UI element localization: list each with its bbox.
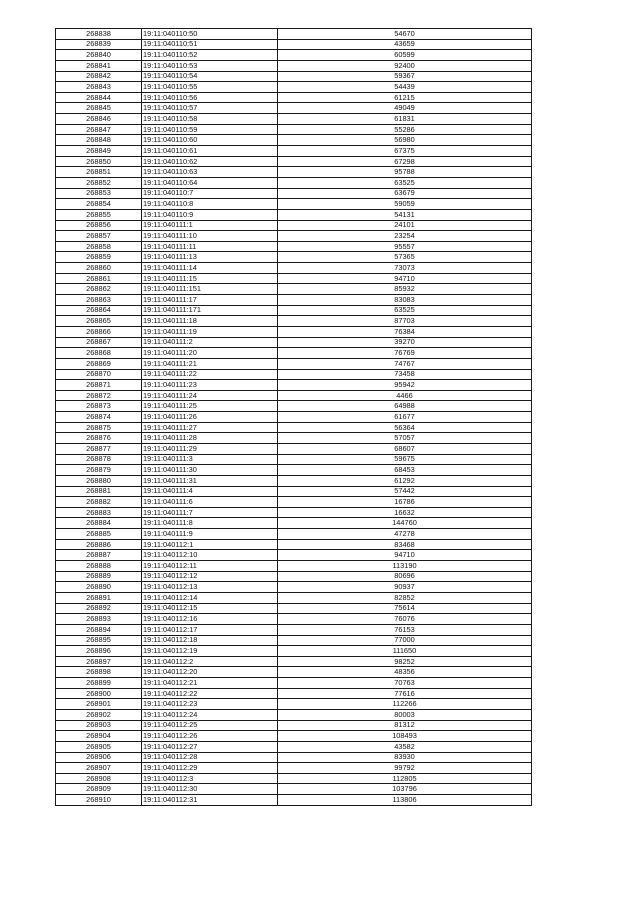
value-cell: 77616 <box>278 688 532 699</box>
cadastral-number-cell: 19:11:040111:2 <box>142 337 278 348</box>
cadastral-number-cell: 19:11:040111:13 <box>142 252 278 263</box>
row-id-cell: 268859 <box>56 252 142 263</box>
value-cell: 82852 <box>278 592 532 603</box>
cadastral-number-cell: 19:11:040112:12 <box>142 571 278 582</box>
row-id-cell: 268870 <box>56 369 142 380</box>
table-row <box>56 454 532 465</box>
row-id-cell: 268876 <box>56 433 142 444</box>
value-cell: 81312 <box>278 720 532 731</box>
table-row <box>56 273 532 284</box>
row-id-cell: 268898 <box>56 667 142 678</box>
value-cell: 57442 <box>278 486 532 497</box>
cadastral-number-cell: 19:11:040112:23 <box>142 699 278 710</box>
row-id-cell: 268908 <box>56 773 142 784</box>
row-id-cell: 268886 <box>56 539 142 550</box>
value-cell: 54131 <box>278 209 532 220</box>
table-row <box>56 241 532 252</box>
value-cell: 56980 <box>278 135 532 146</box>
table-row <box>56 305 532 316</box>
value-cell: 113190 <box>278 561 532 572</box>
table-row <box>56 71 532 82</box>
cadastral-number-cell: 19:11:040112:24 <box>142 710 278 721</box>
value-cell: 54670 <box>278 29 532 40</box>
cadastral-number-cell: 19:11:040110:53 <box>142 60 278 71</box>
row-id-cell: 268906 <box>56 752 142 763</box>
value-cell: 108493 <box>278 731 532 742</box>
row-id-cell: 268842 <box>56 71 142 82</box>
row-id-cell: 268851 <box>56 167 142 178</box>
cadastral-number-cell: 19:11:040111:14 <box>142 263 278 274</box>
value-cell: 95942 <box>278 380 532 391</box>
table-row <box>56 177 532 188</box>
row-id-cell: 268900 <box>56 688 142 699</box>
value-cell: 56364 <box>278 422 532 433</box>
value-cell: 68453 <box>278 465 532 476</box>
row-id-cell: 268899 <box>56 678 142 689</box>
cadastral-number-cell: 19:11:040112:31 <box>142 795 278 806</box>
cadastral-number-cell: 19:11:040111:8 <box>142 518 278 529</box>
value-cell: 48356 <box>278 667 532 678</box>
cadastral-number-cell: 19:11:040112:29 <box>142 763 278 774</box>
table-row <box>56 231 532 242</box>
cadastral-number-cell: 19:11:040111:31 <box>142 475 278 486</box>
cadastral-number-cell: 19:11:040110:62 <box>142 156 278 167</box>
cadastral-number-cell: 19:11:040112:19 <box>142 646 278 657</box>
cadastral-number-cell: 19:11:040110:8 <box>142 199 278 210</box>
row-id-cell: 268890 <box>56 582 142 593</box>
row-id-cell: 268852 <box>56 177 142 188</box>
table-row <box>56 103 532 114</box>
row-id-cell: 268909 <box>56 784 142 795</box>
cadastral-number-cell: 19:11:040112:2 <box>142 656 278 667</box>
value-cell: 144760 <box>278 518 532 529</box>
value-cell: 49049 <box>278 103 532 114</box>
table-row <box>56 731 532 742</box>
value-cell: 59675 <box>278 454 532 465</box>
table-row <box>56 326 532 337</box>
table-row <box>56 369 532 380</box>
value-cell: 63525 <box>278 177 532 188</box>
cadastral-number-cell: 19:11:040111:22 <box>142 369 278 380</box>
cadastral-number-cell: 19:11:040111:4 <box>142 486 278 497</box>
value-cell: 16786 <box>278 497 532 508</box>
cadastral-number-cell: 19:11:040110:52 <box>142 50 278 61</box>
value-cell: 92400 <box>278 60 532 71</box>
table-row <box>56 592 532 603</box>
value-cell: 80696 <box>278 571 532 582</box>
value-cell: 67375 <box>278 146 532 157</box>
cadastral-number-cell: 19:11:040111:151 <box>142 284 278 295</box>
table-row <box>56 688 532 699</box>
table-body <box>56 29 532 806</box>
table-row <box>56 135 532 146</box>
value-cell: 112266 <box>278 699 532 710</box>
row-id-cell: 268889 <box>56 571 142 582</box>
value-cell: 76769 <box>278 348 532 359</box>
row-id-cell: 268864 <box>56 305 142 316</box>
cadastral-number-cell: 19:11:040110:60 <box>142 135 278 146</box>
value-cell: 70763 <box>278 678 532 689</box>
value-cell: 77000 <box>278 635 532 646</box>
cadastral-number-cell: 19:11:040111:171 <box>142 305 278 316</box>
cadastral-number-cell: 19:11:040112:10 <box>142 550 278 561</box>
row-id-cell: 268866 <box>56 326 142 337</box>
value-cell: 61215 <box>278 92 532 103</box>
row-id-cell: 268855 <box>56 209 142 220</box>
table-row <box>56 284 532 295</box>
table-row <box>56 380 532 391</box>
value-cell: 23254 <box>278 231 532 242</box>
row-id-cell: 268865 <box>56 316 142 327</box>
value-cell: 95557 <box>278 241 532 252</box>
cadastral-number-cell: 19:11:040110:59 <box>142 124 278 135</box>
table-row <box>56 412 532 423</box>
table-row <box>56 539 532 550</box>
row-id-cell: 268843 <box>56 82 142 93</box>
cadastral-number-cell: 19:11:040112:1 <box>142 539 278 550</box>
table-row <box>56 518 532 529</box>
cadastral-number-cell: 19:11:040112:22 <box>142 688 278 699</box>
row-id-cell: 268895 <box>56 635 142 646</box>
table-row <box>56 443 532 454</box>
row-id-cell: 268858 <box>56 241 142 252</box>
cadastral-number-cell: 19:11:040110:57 <box>142 103 278 114</box>
value-cell: 64988 <box>278 401 532 412</box>
cadastral-number-cell: 19:11:040111:6 <box>142 497 278 508</box>
value-cell: 99792 <box>278 763 532 774</box>
row-id-cell: 268839 <box>56 39 142 50</box>
cadastral-number-cell: 19:11:040110:50 <box>142 29 278 40</box>
row-id-cell: 268846 <box>56 114 142 125</box>
row-id-cell: 268887 <box>56 550 142 561</box>
table-row <box>56 422 532 433</box>
table-row <box>56 465 532 476</box>
cadastral-number-cell: 19:11:040110:9 <box>142 209 278 220</box>
table-row <box>56 667 532 678</box>
value-cell: 39270 <box>278 337 532 348</box>
table-row <box>56 603 532 614</box>
value-cell: 94710 <box>278 550 532 561</box>
cadastral-number-cell: 19:11:040111:25 <box>142 401 278 412</box>
table-row <box>56 678 532 689</box>
cadastral-number-cell: 19:11:040110:7 <box>142 188 278 199</box>
value-cell: 83930 <box>278 752 532 763</box>
row-id-cell: 268856 <box>56 220 142 231</box>
cadastral-number-cell: 19:11:040111:18 <box>142 316 278 327</box>
table-row <box>56 635 532 646</box>
value-cell: 83083 <box>278 295 532 306</box>
row-id-cell: 268847 <box>56 124 142 135</box>
value-cell: 4466 <box>278 390 532 401</box>
row-id-cell: 268860 <box>56 263 142 274</box>
value-cell: 68607 <box>278 443 532 454</box>
row-id-cell: 268881 <box>56 486 142 497</box>
table-row <box>56 741 532 752</box>
table-row <box>56 82 532 93</box>
row-id-cell: 268878 <box>56 454 142 465</box>
table-row <box>56 699 532 710</box>
row-id-cell: 268844 <box>56 92 142 103</box>
table-row <box>56 475 532 486</box>
table-row <box>56 114 532 125</box>
value-cell: 73073 <box>278 263 532 274</box>
table-row <box>56 571 532 582</box>
value-cell: 67298 <box>278 156 532 167</box>
value-cell: 83468 <box>278 539 532 550</box>
cadastral-number-cell: 19:11:040110:58 <box>142 114 278 125</box>
table-row <box>56 199 532 210</box>
table-row <box>56 614 532 625</box>
row-id-cell: 268905 <box>56 741 142 752</box>
table-row <box>56 146 532 157</box>
row-id-cell: 268854 <box>56 199 142 210</box>
row-id-cell: 268888 <box>56 561 142 572</box>
table-row <box>56 433 532 444</box>
table-row <box>56 209 532 220</box>
cadastral-number-cell: 19:11:040110:64 <box>142 177 278 188</box>
value-cell: 113806 <box>278 795 532 806</box>
cadastral-number-cell: 19:11:040111:1 <box>142 220 278 231</box>
value-cell: 24101 <box>278 220 532 231</box>
cadastral-number-cell: 19:11:040112:3 <box>142 773 278 784</box>
value-cell: 87703 <box>278 316 532 327</box>
value-cell: 47278 <box>278 529 532 540</box>
row-id-cell: 268849 <box>56 146 142 157</box>
row-id-cell: 268882 <box>56 497 142 508</box>
cadastral-number-cell: 19:11:040112:20 <box>142 667 278 678</box>
table-row <box>56 188 532 199</box>
table-row <box>56 390 532 401</box>
value-cell: 111650 <box>278 646 532 657</box>
value-cell: 112805 <box>278 773 532 784</box>
row-id-cell: 268861 <box>56 273 142 284</box>
cadastral-number-cell: 19:11:040110:61 <box>142 146 278 157</box>
value-cell: 61292 <box>278 475 532 486</box>
table-row <box>56 497 532 508</box>
cadastral-number-cell: 19:11:040110:56 <box>142 92 278 103</box>
value-cell: 59367 <box>278 71 532 82</box>
row-id-cell: 268903 <box>56 720 142 731</box>
value-cell: 76384 <box>278 326 532 337</box>
value-cell: 94710 <box>278 273 532 284</box>
table-row <box>56 29 532 40</box>
cadastral-number-cell: 19:11:040111:7 <box>142 507 278 518</box>
value-cell: 75614 <box>278 603 532 614</box>
cadastral-number-cell: 19:11:040112:13 <box>142 582 278 593</box>
row-id-cell: 268875 <box>56 422 142 433</box>
cadastral-number-cell: 19:11:040112:18 <box>142 635 278 646</box>
row-id-cell: 268845 <box>56 103 142 114</box>
table-row <box>56 60 532 71</box>
cadastral-number-cell: 19:11:040111:26 <box>142 412 278 423</box>
row-id-cell: 268904 <box>56 731 142 742</box>
row-id-cell: 268872 <box>56 390 142 401</box>
cadastral-number-cell: 19:11:040110:51 <box>142 39 278 50</box>
table-row <box>56 529 532 540</box>
value-cell: 76076 <box>278 614 532 625</box>
cadastral-number-cell: 19:11:040111:30 <box>142 465 278 476</box>
table-row <box>56 124 532 135</box>
cadastral-number-cell: 19:11:040111:19 <box>142 326 278 337</box>
cadastral-number-cell: 19:11:040111:21 <box>142 358 278 369</box>
table-row <box>56 358 532 369</box>
table-row <box>56 710 532 721</box>
value-cell: 61831 <box>278 114 532 125</box>
row-id-cell: 268862 <box>56 284 142 295</box>
row-id-cell: 268848 <box>56 135 142 146</box>
value-cell: 98252 <box>278 656 532 667</box>
table-row <box>56 263 532 274</box>
table-row <box>56 295 532 306</box>
value-cell: 57057 <box>278 433 532 444</box>
row-id-cell: 268863 <box>56 295 142 306</box>
table-row <box>56 252 532 263</box>
value-cell: 55286 <box>278 124 532 135</box>
value-cell: 80003 <box>278 710 532 721</box>
table-row <box>56 656 532 667</box>
row-id-cell: 268877 <box>56 443 142 454</box>
cadastral-number-cell: 19:11:040110:63 <box>142 167 278 178</box>
row-id-cell: 268868 <box>56 348 142 359</box>
table-row <box>56 795 532 806</box>
row-id-cell: 268857 <box>56 231 142 242</box>
table-row <box>56 156 532 167</box>
cadastral-number-cell: 19:11:040111:29 <box>142 443 278 454</box>
value-cell: 59059 <box>278 199 532 210</box>
cadastral-number-cell: 19:11:040112:14 <box>142 592 278 603</box>
table-row <box>56 507 532 518</box>
table-row <box>56 784 532 795</box>
cadastral-number-cell: 19:11:040111:3 <box>142 454 278 465</box>
cadastral-number-cell: 19:11:040112:15 <box>142 603 278 614</box>
row-id-cell: 268901 <box>56 699 142 710</box>
value-cell: 74767 <box>278 358 532 369</box>
cadastral-number-cell: 19:11:040112:26 <box>142 731 278 742</box>
row-id-cell: 268910 <box>56 795 142 806</box>
table-row <box>56 646 532 657</box>
table-row <box>56 50 532 61</box>
value-cell: 60599 <box>278 50 532 61</box>
data-table <box>55 28 532 806</box>
table-row <box>56 92 532 103</box>
cadastral-number-cell: 19:11:040112:30 <box>142 784 278 795</box>
row-id-cell: 268880 <box>56 475 142 486</box>
value-cell: 90937 <box>278 582 532 593</box>
row-id-cell: 268902 <box>56 710 142 721</box>
row-id-cell: 268871 <box>56 380 142 391</box>
row-id-cell: 268867 <box>56 337 142 348</box>
value-cell: 57365 <box>278 252 532 263</box>
table-row <box>56 486 532 497</box>
value-cell: 43659 <box>278 39 532 50</box>
table-row <box>56 582 532 593</box>
row-id-cell: 268840 <box>56 50 142 61</box>
value-cell: 63525 <box>278 305 532 316</box>
cadastral-number-cell: 19:11:040112:28 <box>142 752 278 763</box>
row-id-cell: 268838 <box>56 29 142 40</box>
row-id-cell: 268896 <box>56 646 142 657</box>
row-id-cell: 268897 <box>56 656 142 667</box>
table-row <box>56 167 532 178</box>
row-id-cell: 268850 <box>56 156 142 167</box>
cadastral-number-cell: 19:11:040112:27 <box>142 741 278 752</box>
cadastral-number-cell: 19:11:040112:21 <box>142 678 278 689</box>
cadastral-number-cell: 19:11:040112:11 <box>142 561 278 572</box>
row-id-cell: 268894 <box>56 624 142 635</box>
row-id-cell: 268891 <box>56 592 142 603</box>
cadastral-number-cell: 19:11:040111:11 <box>142 241 278 252</box>
cadastral-number-cell: 19:11:040111:23 <box>142 380 278 391</box>
cadastral-number-cell: 19:11:040111:20 <box>142 348 278 359</box>
table-row <box>56 720 532 731</box>
value-cell: 85932 <box>278 284 532 295</box>
table-row <box>56 220 532 231</box>
cadastral-number-cell: 19:11:040111:15 <box>142 273 278 284</box>
value-cell: 103796 <box>278 784 532 795</box>
row-id-cell: 268907 <box>56 763 142 774</box>
row-id-cell: 268869 <box>56 358 142 369</box>
table-row <box>56 348 532 359</box>
row-id-cell: 268879 <box>56 465 142 476</box>
value-cell: 73458 <box>278 369 532 380</box>
row-id-cell: 268873 <box>56 401 142 412</box>
row-id-cell: 268893 <box>56 614 142 625</box>
value-cell: 43582 <box>278 741 532 752</box>
cadastral-number-cell: 19:11:040112:25 <box>142 720 278 731</box>
value-cell: 95788 <box>278 167 532 178</box>
cadastral-number-cell: 19:11:040111:10 <box>142 231 278 242</box>
cadastral-number-cell: 19:11:040112:17 <box>142 624 278 635</box>
value-cell: 76153 <box>278 624 532 635</box>
table-row <box>56 337 532 348</box>
row-id-cell: 268841 <box>56 60 142 71</box>
cadastral-number-cell: 19:11:040112:16 <box>142 614 278 625</box>
table-row <box>56 752 532 763</box>
value-cell: 63679 <box>278 188 532 199</box>
table-row <box>56 550 532 561</box>
cadastral-number-cell: 19:11:040111:9 <box>142 529 278 540</box>
value-cell: 16632 <box>278 507 532 518</box>
cadastral-number-cell: 19:11:040111:17 <box>142 295 278 306</box>
value-cell: 54439 <box>278 82 532 93</box>
table-row <box>56 763 532 774</box>
row-id-cell: 268892 <box>56 603 142 614</box>
table-row <box>56 401 532 412</box>
table-row <box>56 316 532 327</box>
cadastral-number-cell: 19:11:040111:28 <box>142 433 278 444</box>
cadastral-number-cell: 19:11:040111:24 <box>142 390 278 401</box>
row-id-cell: 268883 <box>56 507 142 518</box>
value-cell: 61677 <box>278 412 532 423</box>
row-id-cell: 268884 <box>56 518 142 529</box>
table-row <box>56 773 532 784</box>
cadastral-number-cell: 19:11:040111:27 <box>142 422 278 433</box>
row-id-cell: 268874 <box>56 412 142 423</box>
cadastral-number-cell: 19:11:040110:55 <box>142 82 278 93</box>
table-row <box>56 624 532 635</box>
row-id-cell: 268853 <box>56 188 142 199</box>
cadastral-number-cell: 19:11:040110:54 <box>142 71 278 82</box>
table-row <box>56 561 532 572</box>
table-row <box>56 39 532 50</box>
row-id-cell: 268885 <box>56 529 142 540</box>
